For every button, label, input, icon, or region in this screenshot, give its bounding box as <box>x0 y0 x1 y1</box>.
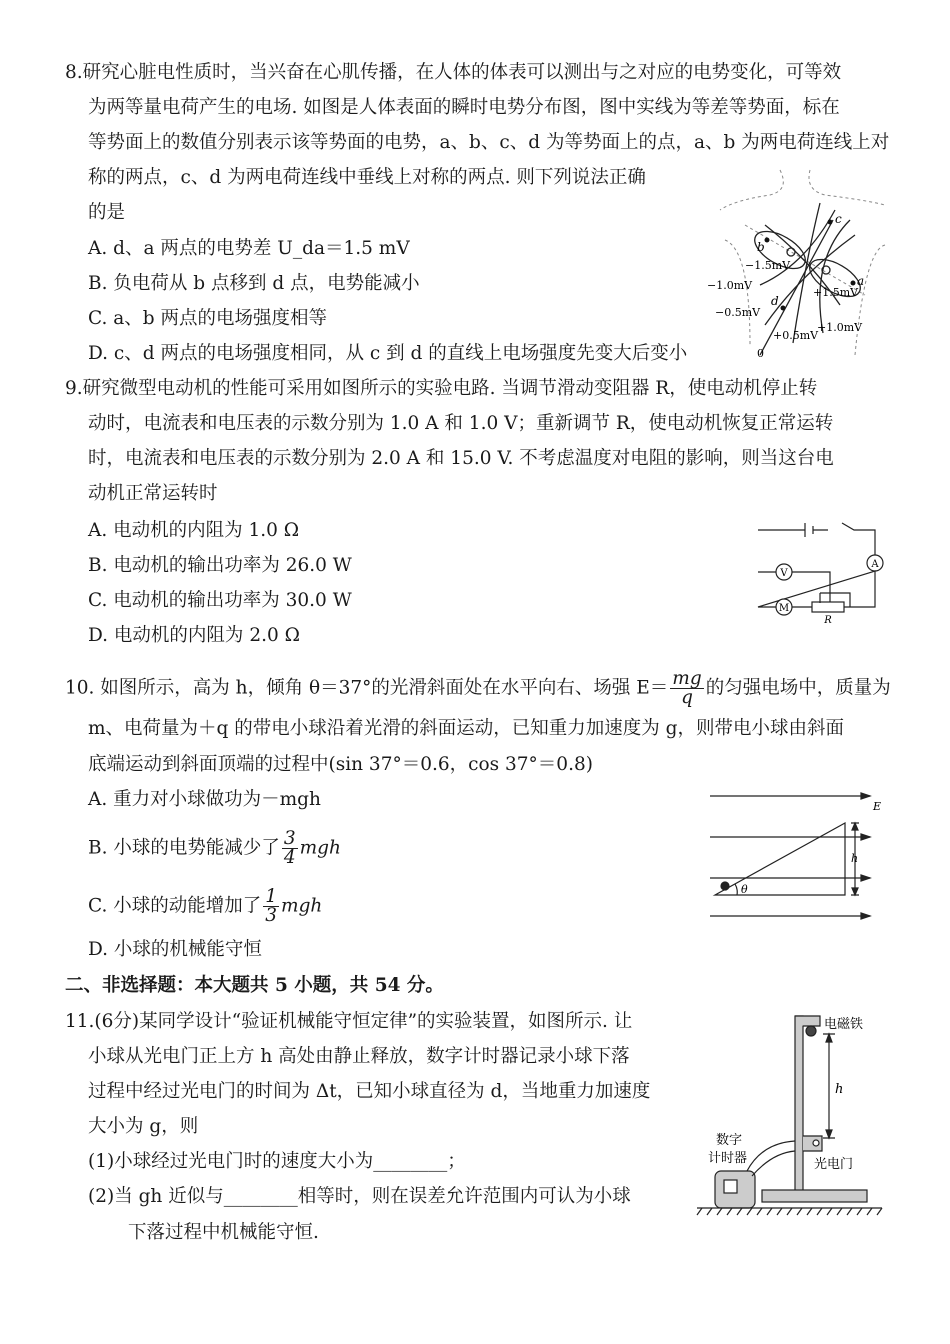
magnet-label: 电磁铁 <box>824 1017 864 1032</box>
q9-line: 动机正常运转时 <box>88 483 218 504</box>
q9-line: 9.研究微型电动机的性能可采用如图所示的实验电路. 当调节滑动变阻器 R，使电动机停止转 <box>65 378 818 399</box>
q8-line: 的是 <box>88 202 126 223</box>
q10-line: 底端运动到斜面顶端的过程中(sin 37°＝0.6，cos 37°＝0.8) <box>88 754 593 775</box>
numerator: mg <box>672 668 702 689</box>
q9-option-c: C. 电动机的输出功率为 30.0 W <box>88 590 352 611</box>
q8-option-b: B. 负电荷从 b 点移到 d 点，电势能减小 <box>88 273 420 294</box>
q9-line: 动时，电流表和电压表的示数分别为 1.0 A 和 1.0 V；重新调节 R，使电动机恢复正常运转 <box>88 413 834 434</box>
photogate-label: 光电门 <box>814 1157 854 1172</box>
q10-line <box>65 670 891 707</box>
q9-circuit-figure <box>750 515 890 627</box>
label-plus-0.5: +0.5mV <box>773 329 819 342</box>
q11-line: 下落过程中机械能守恒. <box>128 1222 319 1243</box>
option-text: mgh <box>281 895 323 917</box>
q10-text: 的匀强电场中，质量为 <box>705 677 891 699</box>
resistor-label: R <box>824 615 832 626</box>
denominator: 3 <box>265 905 278 926</box>
q11-line: 过程中经过光电门的时间为 Δt，已知小球直径为 d，当地重力加速度 <box>88 1081 651 1102</box>
q8-option-d: D. c、d 两点的电场强度相同，从 c 到 d 的直线上电场强度先变大后变小 <box>88 343 688 364</box>
q11-line: 11.(6分)某同学设计“验证机械能守恒定律”的实验装置，如图所示. 让 <box>65 1011 633 1032</box>
q10-incline-figure <box>705 790 890 930</box>
q8-option-a: A. d、a 两点的电势差 U_da＝1.5 mV <box>88 238 410 259</box>
q11-line: 小球从光电门正上方 h 高处由静止释放，数字计时器记录小球下落 <box>88 1046 630 1067</box>
label-zero: 0 <box>757 347 764 360</box>
height-label: h <box>835 1082 844 1097</box>
q8-line: 等势面上的数值分别表示该等势面的电势，a、b、c、d 为等势面上的点，a、b 为两电荷连线上对 <box>88 132 890 153</box>
q11-line: 大小为 g，则 <box>88 1116 199 1137</box>
fraction <box>263 888 279 925</box>
timer-label: 数字 <box>716 1133 743 1148</box>
option-text: B. 小球的电势能减少了 <box>88 837 280 859</box>
ammeter-label: A <box>871 559 879 570</box>
q9-line: 时，电流表和电压表的示数分别为 2.0 A 和 15.0 V. 不考虑温度对电阻的影响，则当这台电 <box>88 448 834 469</box>
denominator: 4 <box>283 847 296 868</box>
point-a: a <box>857 274 865 288</box>
label-minus-0.5: −0.5mV <box>715 306 761 319</box>
label-minus-1.0: −1.0mV <box>707 279 753 292</box>
field-label: E <box>873 800 882 813</box>
q8-line: 称的两点，c、d 为两电荷连线中垂线上对称的两点. 则下列说法正确 <box>88 167 646 188</box>
label-plus-1.5: +1.5mV <box>813 286 859 299</box>
q10-option-b <box>88 830 341 867</box>
q11-part-2: (2)当 gh 近似与________相等时，则在误差允许范围内可认为小球 <box>88 1186 631 1207</box>
point-c: c <box>835 212 842 226</box>
angle-label: θ <box>741 883 748 896</box>
fraction-mg-over-q <box>670 670 703 707</box>
height-label: h <box>851 852 859 865</box>
point-b: b <box>757 240 765 254</box>
numerator: 3 <box>283 828 296 849</box>
q11-apparatus-figure <box>692 1008 887 1220</box>
motor-label: M <box>778 603 790 614</box>
q8-line: 为两等量电荷产生的电场. 如图是人体表面的瞬时电势分布图，图中实线为等差等势面，标在 <box>88 97 840 118</box>
numerator: 1 <box>265 886 278 907</box>
q9-option-a: A. 电动机的内阻为 1.0 Ω <box>88 520 300 541</box>
timer-label: 计时器 <box>708 1151 748 1166</box>
voltmeter-label: V <box>780 568 788 579</box>
q10-line: m、电荷量为＋q 的带电小球沿着光滑的斜面运动，已知重力加速度为 g，则带电小球由斜面 <box>88 718 844 739</box>
q9-option-b: B. 电动机的输出功率为 26.0 W <box>88 555 352 576</box>
q11-part-1: (1)小球经过光电门时的速度大小为________； <box>88 1151 466 1172</box>
label-minus-1.5: −1.5mV <box>745 259 791 272</box>
q10-text: 10. 如图所示，高为 h，倾角 θ＝37°的光滑斜面处在水平向右、场强 E＝ <box>65 677 669 699</box>
q8-line: 8.研究心脏电性质时，当兴奋在心肌传播，在人体的体表可以测出与之对应的电势变化，可等效 <box>65 62 842 83</box>
q8-potential-figure <box>705 165 895 360</box>
option-text: C. 小球的动能增加了 <box>88 895 262 917</box>
label-plus-1.0: +1.0mV <box>817 321 863 334</box>
point-d: d <box>771 294 779 308</box>
q9-option-d: D. 电动机的内阻为 2.0 Ω <box>88 625 300 646</box>
q8-option-c: C. a、b 两点的电场强度相等 <box>88 308 328 329</box>
q10-option-c <box>88 888 322 925</box>
denominator: q <box>681 687 693 708</box>
q10-option-d: D. 小球的机械能守恒 <box>88 939 262 960</box>
fraction <box>282 830 298 867</box>
section-heading: 二、非选择题：本大题共 5 小题，共 54 分。 <box>65 975 444 996</box>
q10-option-a: A. 重力对小球做功为－mgh <box>88 789 321 810</box>
option-text: mgh <box>299 837 341 859</box>
